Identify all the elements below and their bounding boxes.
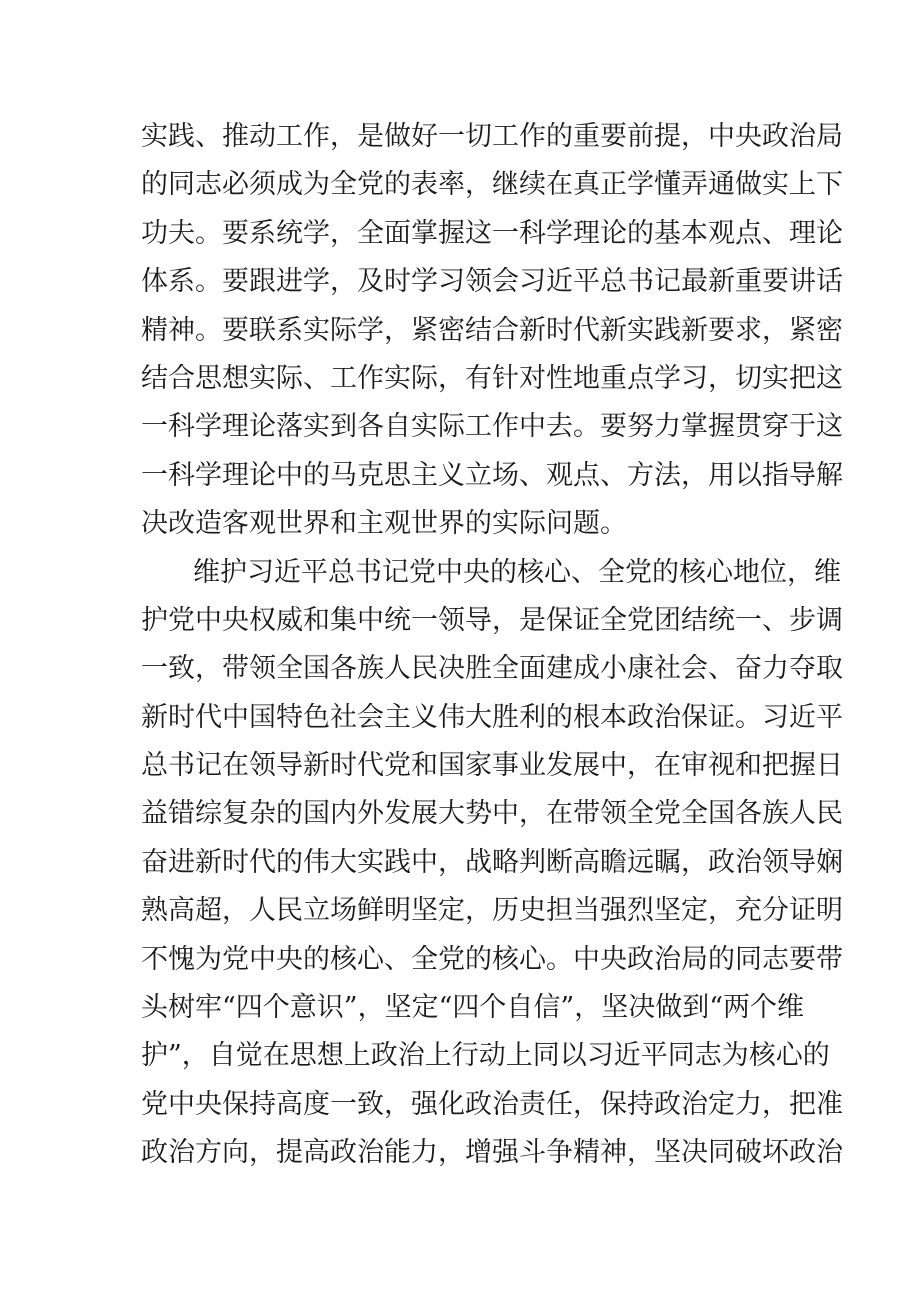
paragraph-first-line: 维护习近平总书记党中央的核心、全党的核心地位，维 xyxy=(193,556,841,588)
text-line: 实践、推动工作，是做好一切工作的重要前提，中央政治局 xyxy=(141,121,843,152)
text-line: 决改造客观世界和主观世界的实际问题。 xyxy=(141,508,627,540)
text-line: 结合思想实际、工作实际，有针对性地重点学习，切实把这 xyxy=(141,362,843,394)
text-line: 新时代中国特色社会主义伟大胜利的根本政治保证。习近平 xyxy=(141,701,843,733)
text-line: 益错综复杂的国内外发展大势中，在带领全党全国各族人民 xyxy=(141,798,843,830)
text-line: 功夫。要系统学，全面掌握这一科学理论的基本观点、理论 xyxy=(141,217,843,249)
text-line: 一科学理论落实到各自实际工作中去。要努力掌握贯穿于这 xyxy=(141,411,843,443)
text-line: 不愧为党中央的核心、全党的核心。中央政治局的同志要带 xyxy=(141,943,843,975)
text-line: 一致，带领全国各族人民决胜全面建成小康社会、奋力夺取 xyxy=(141,653,843,685)
text-line: 奋进新时代的伟大实践中，战略判断高瞻远瞩，政治领导娴 xyxy=(141,846,843,878)
text-line: 一科学理论中的马克思主义立场、观点、方法，用以指导解 xyxy=(141,459,843,491)
text-line: 体系。要跟进学，及时学习领会习近平总书记最新重要讲话 xyxy=(141,266,843,298)
text-line: 精神。要联系实际学，紧密结合新时代新实践新要求，紧密 xyxy=(141,314,843,346)
text-line: 总书记在领导新时代党和国家事业发展中，在审视和把握日 xyxy=(141,750,843,782)
text-line: 护”，自觉在思想上政治上行动上同以习近平同志为核心的 xyxy=(141,1040,830,1072)
text-line: 党中央保持高度一致，强化政治责任，保持政治定力，把准 xyxy=(141,1088,843,1120)
text-line: 头树牢“四个意识”，坚定“四个自信”，坚决做到“两个维 xyxy=(141,992,805,1024)
text-line: 政治方向，提高政治能力，增强斗争精神，坚决同破坏政治 xyxy=(141,1137,843,1169)
body-text xyxy=(141,113,843,1178)
text-line: 熟高超，人民立场鲜明坚定，历史担当强烈坚定，充分证明 xyxy=(141,895,843,927)
text-line: 护党中央权威和集中统一领导，是保证全党团结统一、步调 xyxy=(141,604,843,636)
text-line: 的同志必须成为全党的表率，继续在真正学懂弄通做实上下 xyxy=(141,169,843,201)
